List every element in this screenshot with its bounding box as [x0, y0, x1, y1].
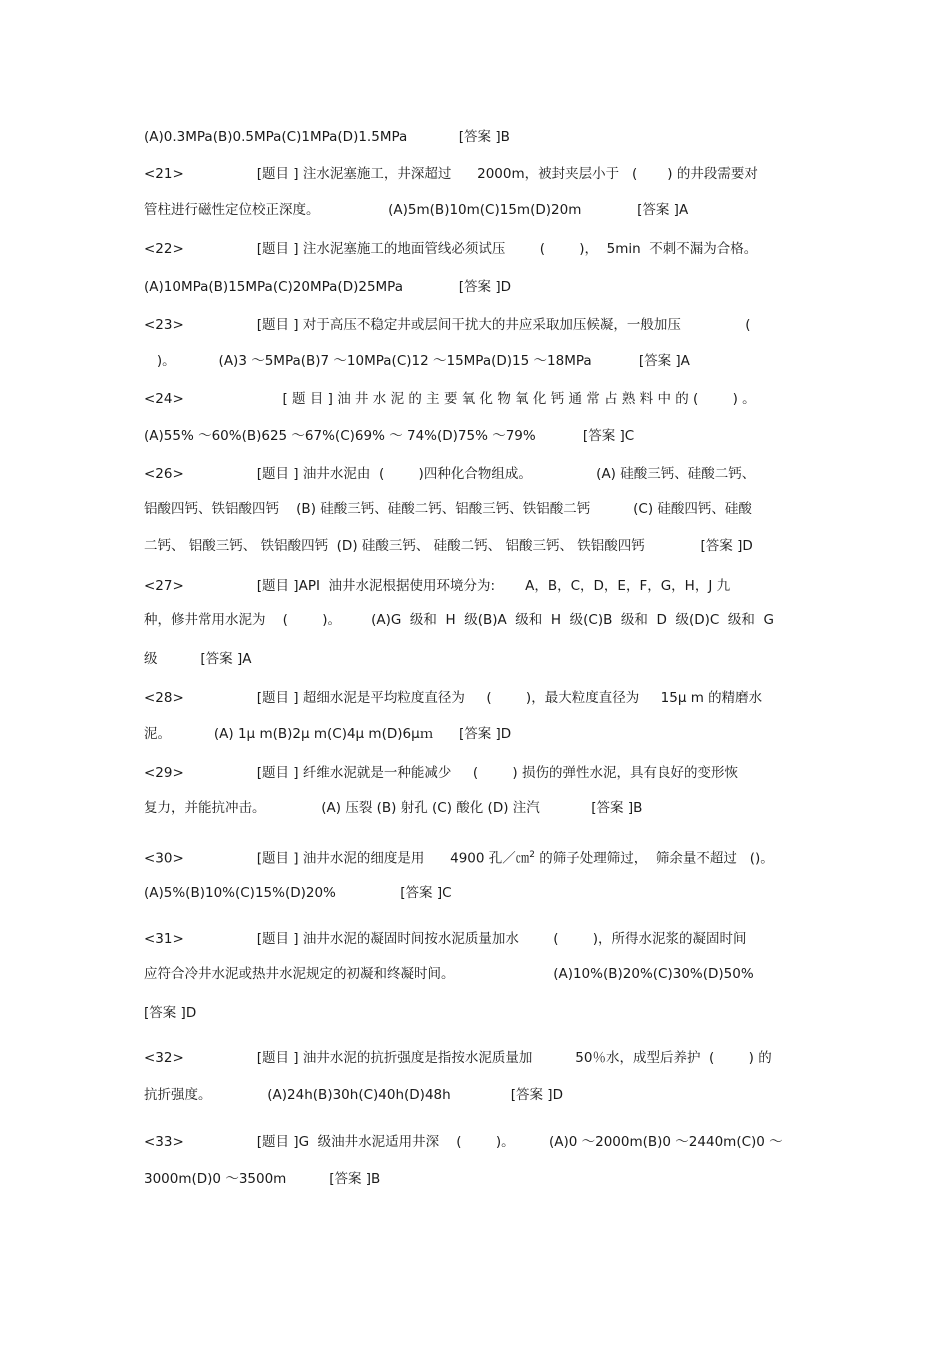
- text-line: <33> [题目 ]G 级油井水泥适用井深 ( )。 (A)0 ～2000m(B)0 ～2440m(C)0 ～: [144, 1134, 783, 1150]
- text-line: [答案 ]D: [144, 1005, 197, 1021]
- text-line: (A)0.3MPa(B)0.5MPa(C)1MPa(D)1.5MPa [答案 ]B: [144, 129, 510, 145]
- text-line: <24> [ 题 目 ] 油 井 水 泥 的 主 要 氧 化 物 氧 化 钙 通 常 占 熟 料 中 的 ( ) 。: [144, 391, 756, 407]
- text-line: 泥。 (A) 1μ m(B)2μ m(C)4μ m(D)6μｍ [答案 ]D: [144, 726, 512, 742]
- text-line: )。 (A)3 ～5MPa(B)7 ～10MPa(C)12 ～15MPa(D)15 ～18MPa [答案 ]A: [144, 353, 690, 369]
- text-line-with-superscript: [144, 846, 774, 868]
- text-segment: <30> [题目 ] 油井水泥的细度是用 4900 孔／㎝: [144, 850, 530, 867]
- text-line: (A)10MPa(B)15MPa(C)20MPa(D)25MPa [答案 ]D: [144, 279, 511, 295]
- text-line: 种，修井常用水泥为 ( )。 (A)G 级和 H 级(B)A 级和 H 级(C)B 级和 D 级(D)C 级和 G: [144, 612, 774, 628]
- text-line: <28> [题目 ] 超细水泥是平均粒度直径为 ( )，最大粒度直径为 15μ m 的精磨水: [144, 690, 763, 706]
- text-line: 3000m(D)0 ～3500m [答案 ]B: [144, 1171, 381, 1187]
- text-line: <23> [题目 ] 对于高压不稳定井或层间干扰大的井应采取加压候凝，一般加压 (: [144, 317, 751, 333]
- superscript: 2: [529, 850, 535, 860]
- text-segment: 的筛子处理筛过， 筛余量不超过 ()。: [535, 850, 774, 867]
- text-line: <29> [题目 ] 纤维水泥就是一种能减少 ( ) 损伤的弹性水泥，具有良好的变形恢: [144, 765, 738, 781]
- text-line: 应符合冷井水泥或热井水泥规定的初凝和终凝时间。 (A)10%(B)20%(C)30%(D)50%: [144, 966, 754, 982]
- text-line: 二钙、 铝酸三钙、 铁铝酸四钙 (D) 硅酸三钙、 硅酸二钙、 铝酸三钙、 铁铝酸四钙 [答案 ]D: [144, 538, 753, 554]
- text-line: (A)5%(B)10%(C)15%(D)20% [答案 ]C: [144, 885, 452, 901]
- text-line: <31> [题目 ] 油井水泥的凝固时间按水泥质量加水 ( )，所得水泥浆的凝固时间: [144, 931, 747, 947]
- text-line: 管柱进行磁性定位校正深度。 (A)5m(B)10m(C)15m(D)20m [答案 ]A: [144, 202, 689, 218]
- text-line: <22> [题目 ] 注水泥塞施工的地面管线必须试压 ( )， 5min 不刺不漏为合格。: [144, 241, 758, 257]
- text-line: 铝酸四钙、铁铝酸四钙 (B) 硅酸三钙、硅酸二钙、铝酸三钙、铁铝酸二钙 (C) 硅酸四钙、硅酸: [144, 501, 752, 517]
- text-line: <21> [题目 ] 注水泥塞施工，井深超过 2000m，被封夹层小于 ( ) 的井段需要对: [144, 166, 758, 182]
- text-line: 抗折强度。 (A)24h(B)30h(C)40h(D)48h [答案 ]D: [144, 1087, 563, 1103]
- text-line: (A)55% ～60%(B)625 ～67%(C)69% ～ 74%(D)75% ～79% [答案 ]C: [144, 428, 635, 444]
- text-line: <32> [题目 ] 油井水泥的抗折强度是指按水泥质量加 50％水，成型后养护 ( ) 的: [144, 1050, 772, 1066]
- text-line: 级 [答案 ]A: [144, 651, 252, 667]
- text-line: <26> [题目 ] 油井水泥由 ( )四种化合物组成。 (A) 硅酸三钙、硅酸二钙、: [144, 466, 756, 482]
- text-line: <27> [题目 ]API 油井水泥根据使用环境分为: A，B，C，D，E，F，G，H，J 九: [144, 578, 731, 594]
- text-line: 复力，并能抗冲击。 (A) 压裂 (B) 射孔 (C) 酸化 (D) 注汽 [答案 ]B: [144, 800, 643, 816]
